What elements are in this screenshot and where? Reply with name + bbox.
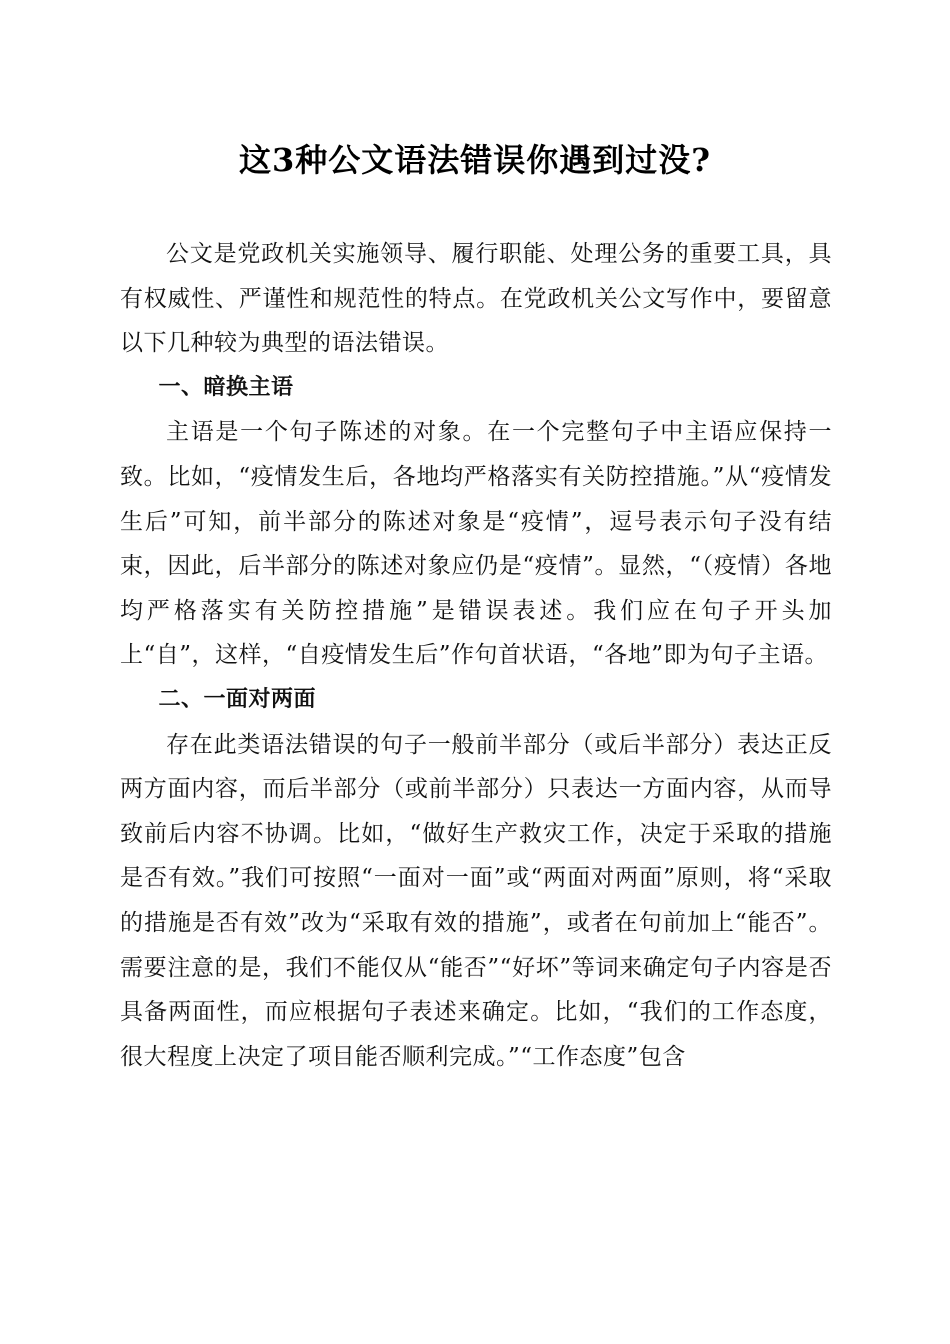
document-body: [120, 232, 832, 1079]
section-1-paragraph: 主语是一个句子陈述的对象。在一个完整句子中主语应保持一致。比如，“疫情发生后，各地均严格落实有关防控措施。”从“疫情发生后”可知，前半部分的陈述对象是“疫情”，逗号表示句子没有结束，因此，后半部分的陈述对象应仍是“疫情”。显然，“（疫情）各地均严格落实有关防控措施”是错误表述。我们应在句子开头加上“自”，这样，“自疫情发生后”作句首状语，“各地”即为句子主语。: [120, 419, 832, 669]
section-heading-1: 一、暗换主语: [158, 374, 294, 400]
intro-paragraph: 公文是党政机关实施领导、履行职能、处理公务的重要工具，具有权威性、严谨性和规范性的特点。在党政机关公文写作中，要留意以下几种较为典型的语法错误。: [120, 241, 832, 357]
section-2-paragraph: 存在此类语法错误的句子一般前半部分（或后半部分）表达正反两方面内容，而后半部分（或前半部分）只表达一方面内容，从而导致前后内容不协调。比如，“做好生产救灾工作，决定于采取的措施是否有效。”我们可按照“一面对一面”或“两面对两面”原则，将“采取的措施是否有效”改为“采取有效的措施”，或者在句前加上“能否”。需要注意的是，我们不能仅从“能否”“好坏”等词来确定句子内容是否具备两面性，而应根据句子表述来确定。比如，“我们的工作态度，很大程度上决定了项目能否顺利完成。”“工作态度”包含: [120, 731, 832, 1070]
document-title: 这3种公文语法错误你遇到过没?: [238, 141, 712, 179]
section-heading-2: 二、一面对两面: [158, 686, 317, 712]
